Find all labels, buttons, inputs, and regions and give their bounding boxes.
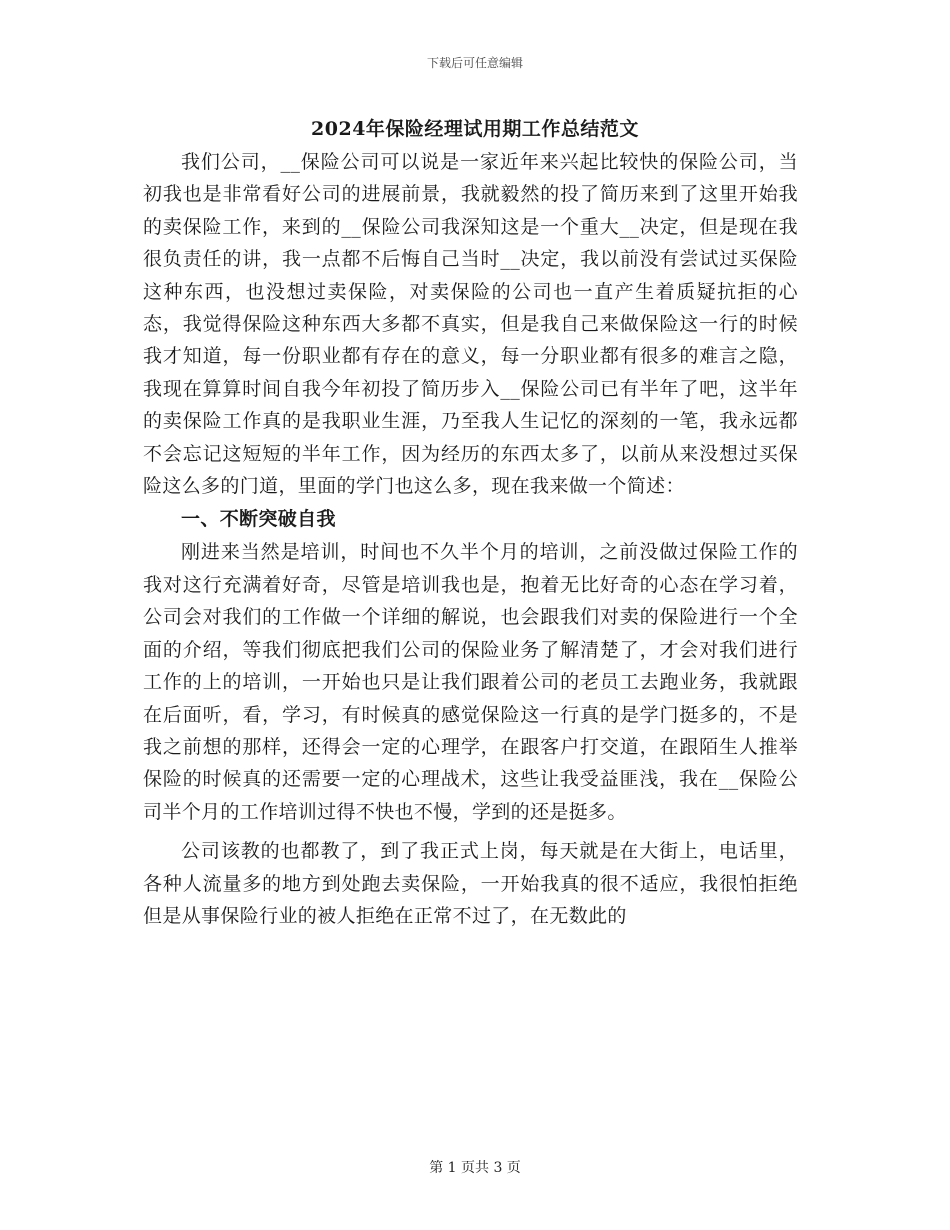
document-title: 2024年保险经理试用期工作总结范文 [311,118,639,140]
page-header-note: 下载后可任意编辑 [426,56,523,70]
paragraph-training: 刚进来当然是培训，时间也不久半个月的培训，之前没做过保险工作的我对这行充满着好奇，尽管是培训我也是，抱着无比好奇的心态在学习着，公司会对我们的工作做一个详细的解说，也会跟我们对卖的保险进行一个全面的介绍，等我们彻底把我们公司的保险业务了解清楚了，才会对我们进行工作的上的培训，一开始也只是让我们跟着公司的老员工去跑业务，我就跟在后面听，看，学习，有时候真的感觉保险这一行真的是学门挺多的，不是我之前想的那样，还得会一定的心理学，在跟客户打交道，在跟陌生人推举保险的时候真的还需要一定的心理战术，这些让我受益匪浅，我在__保险公司半个月的工作培训过得不快也不慢，学到的还是挺多。 [143,541,798,823]
paragraph-onboarding: 公司该教的也都教了，到了我正式上岗，每天就是在大街上，电话里，各种人流量多的地方到处跑去卖保险，一开始我真的很不适应，我很怕拒绝但是从事保险行业的被人拒绝在正常不过了，在无数此的 [143,840,798,927]
document-body [143,146,798,932]
page-number: 第 1 页共 3 页 [429,1160,521,1176]
paragraph-intro: 我们公司，__保险公司可以说是一家近年来兴起比较快的保险公司，当初我也是非常看好公司的进展前景，我就毅然的投了简历来到了这里开始我的卖保险工作，来到的__保险公司我深知这是一个重大__决定，但是现在我很负责任的讲，我一点都不后悔自己当时__决定，我以前没有尝试过买保险这种东西，也没想过卖保险，对卖保险的公司也一直产生着质疑抗拒的心态，我觉得保险这种东西大多都不真实，但是我自己来做保险这一行的时候我才知道，每一份职业都有存在的意义，每一分职业都有很多的难言之隐，我现在算算时间自我今年初投了简历步入__保险公司已有半年了吧，这半年的卖保险工作真的是我职业生涯，乃至我人生记忆的深刻的一笔，我永远都不会忘记这短短的半年工作，因为经历的东西太多了，以前从来没想过买保险这么多的门道，里面的学门也这么多，现在我来做一个简述： [143,151,798,498]
section-heading-1: 一、不断突破自我 [181,508,336,531]
